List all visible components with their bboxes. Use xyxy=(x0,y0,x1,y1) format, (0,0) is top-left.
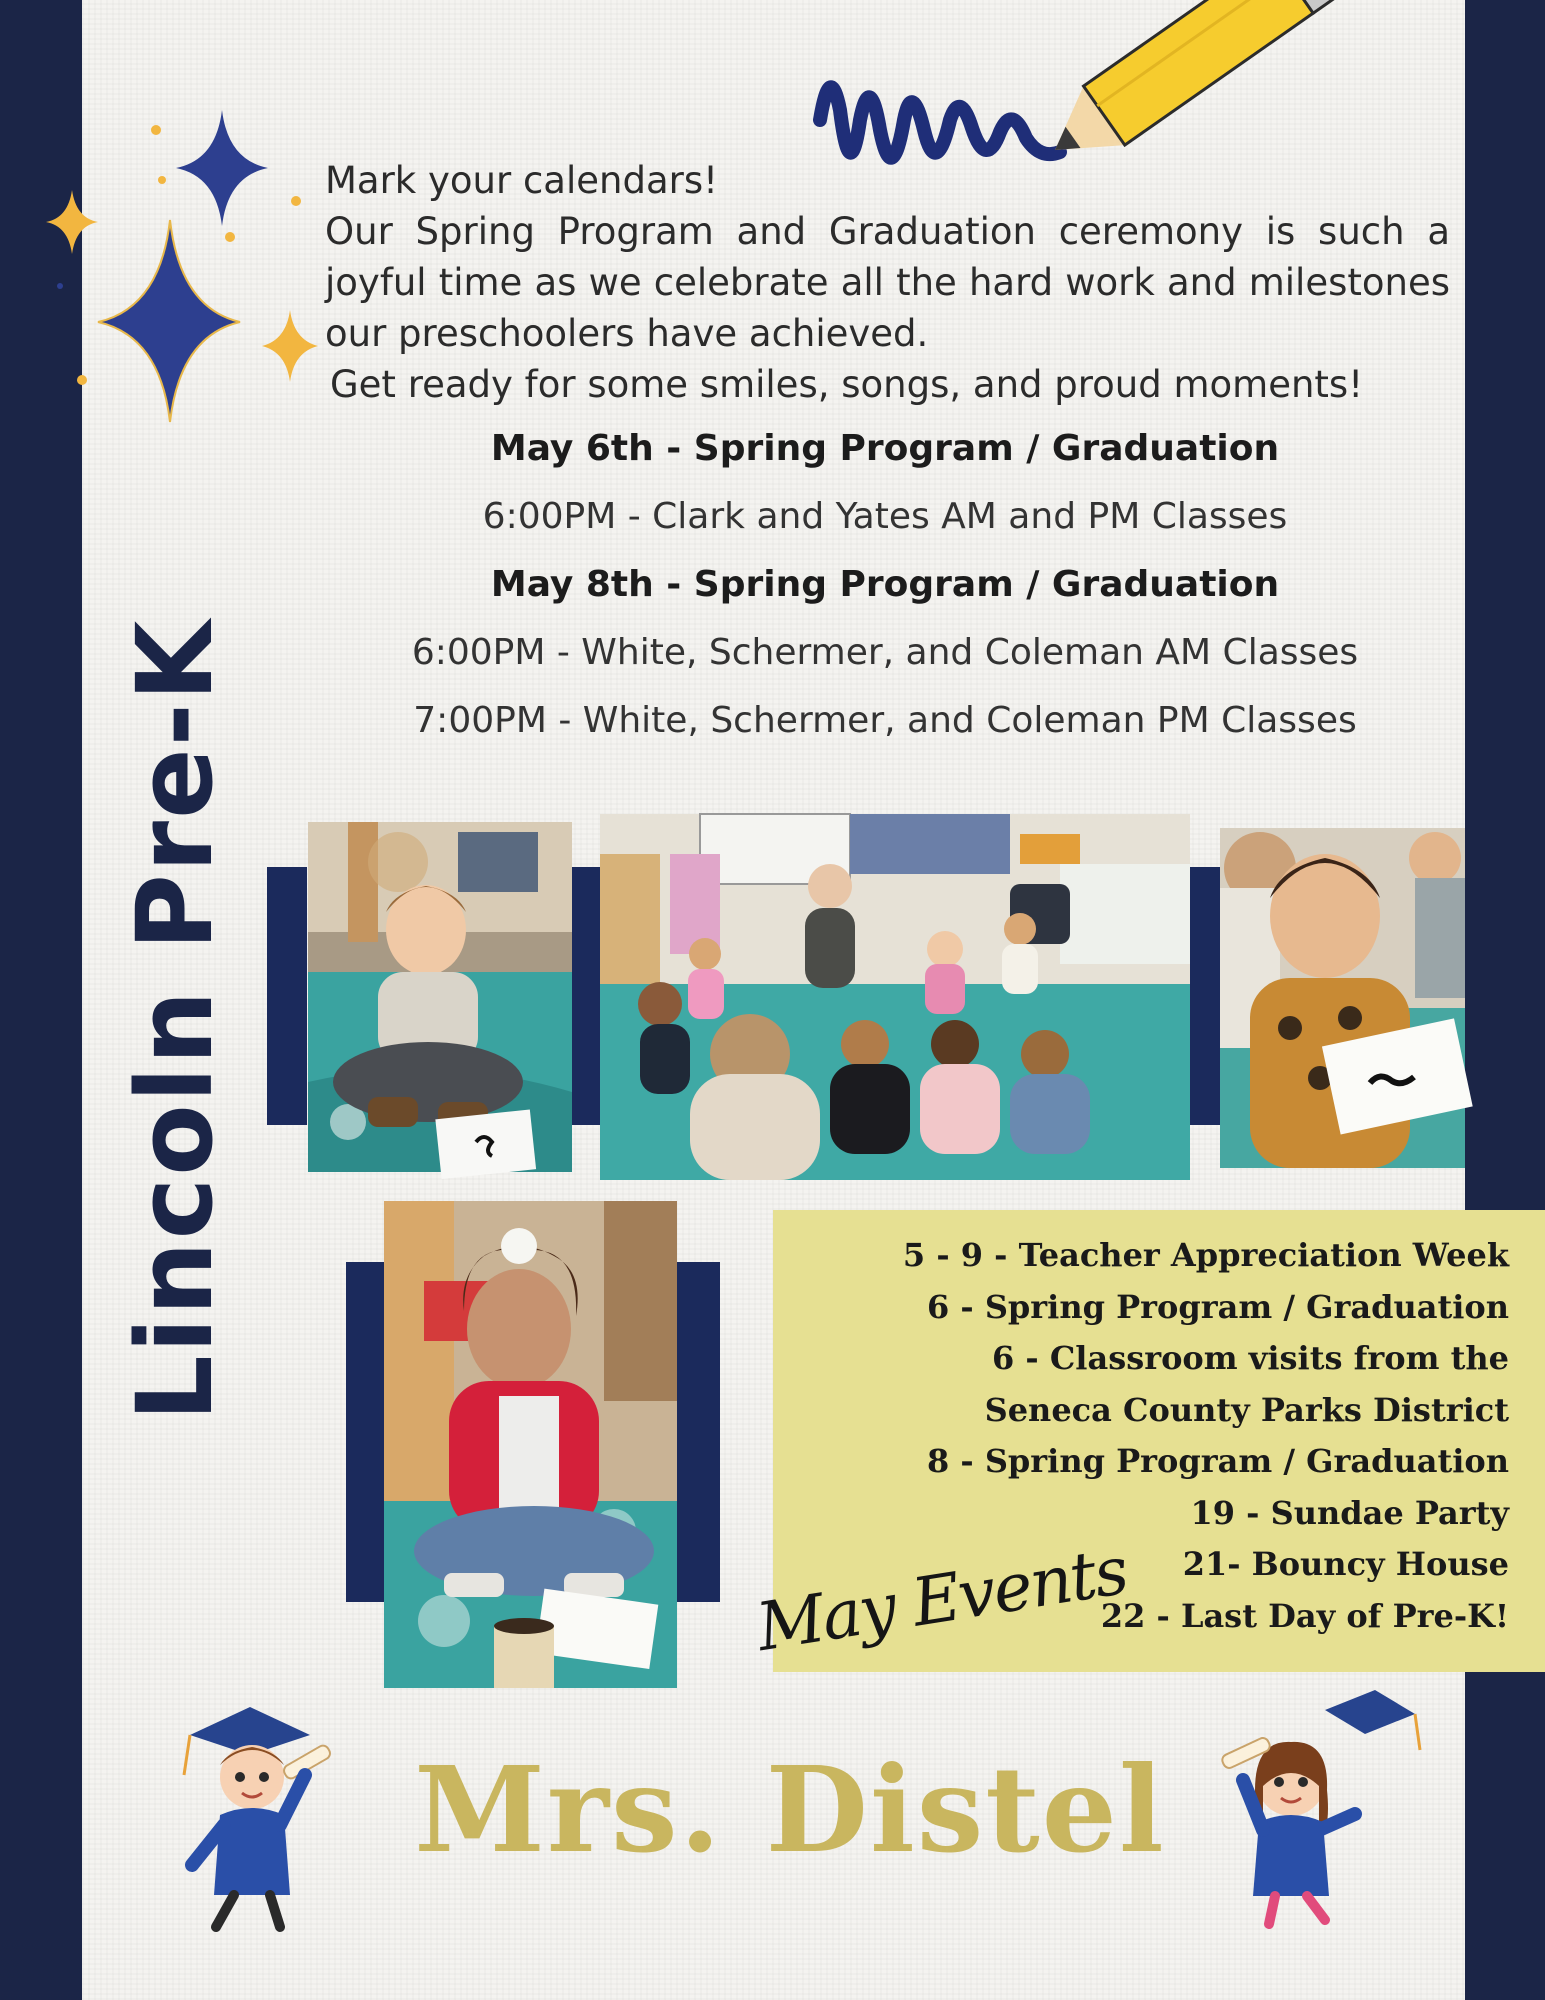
event-item: 8 - Spring Program / Graduation xyxy=(926,1442,1509,1480)
photo-boy-with-paper xyxy=(1220,828,1465,1168)
may-events-script-text: May Events xyxy=(751,1531,1132,1667)
event-item: 6 - Spring Program / Graduation xyxy=(926,1287,1509,1326)
intro-text xyxy=(325,155,1450,410)
sparkle-stars-icon xyxy=(40,100,310,430)
event-item: 22 - Last Day of Pre-K! xyxy=(1100,1596,1509,1635)
may-events-script-title xyxy=(750,1505,1132,1667)
event-item: 6 - Classroom visits from the xyxy=(992,1339,1509,1377)
schedule-time: 6:00PM - Clark and Yates AM and PM Classes xyxy=(482,496,1288,537)
schedule-heading-may-6: May 6th - Spring Program / Graduation xyxy=(490,428,1280,469)
event-item: Seneca County Parks District xyxy=(984,1390,1509,1429)
side-title xyxy=(114,510,236,1530)
schedule-heading-may-8: May 8th - Spring Program / Graduation xyxy=(490,564,1280,605)
event-item: 21- Bouncy House xyxy=(1182,1545,1509,1583)
accent-bar xyxy=(676,1262,720,1602)
intro-paragraph: Our Spring Program and Graduation ceremony is such a joyful time as we celebrate all the hard work and milestones our preschoolers have achieved. xyxy=(325,210,1450,355)
photo-boy-on-rug xyxy=(308,822,572,1172)
schedule-time: 7:00PM - White, Schermer, and Coleman PM Classes xyxy=(413,700,1357,741)
program-schedule xyxy=(330,415,1440,755)
graduate-boy-icon xyxy=(180,1695,340,1935)
accent-bar xyxy=(267,867,307,1125)
side-title-text: Lincoln Pre-K xyxy=(114,618,236,1422)
event-item: 5 - 9 - Teacher Appreciation Week xyxy=(902,1236,1509,1274)
graduate-girl-icon xyxy=(1215,1690,1425,1930)
teacher-name: Mrs. Distel xyxy=(414,1740,1166,1879)
schedule-time: 6:00PM - White, Schermer, and Coleman AM Classes xyxy=(411,632,1359,673)
intro-line-smiles: Get ready for some smiles, songs, and proud moments! xyxy=(330,363,1364,406)
event-item: 19 - Sundae Party xyxy=(1190,1493,1509,1532)
intro-line-mark-calendars: Mark your calendars! xyxy=(325,159,718,202)
photo-girl-with-cup xyxy=(384,1201,677,1688)
photo-classroom-circle xyxy=(600,814,1190,1180)
accent-bar xyxy=(346,1262,386,1602)
